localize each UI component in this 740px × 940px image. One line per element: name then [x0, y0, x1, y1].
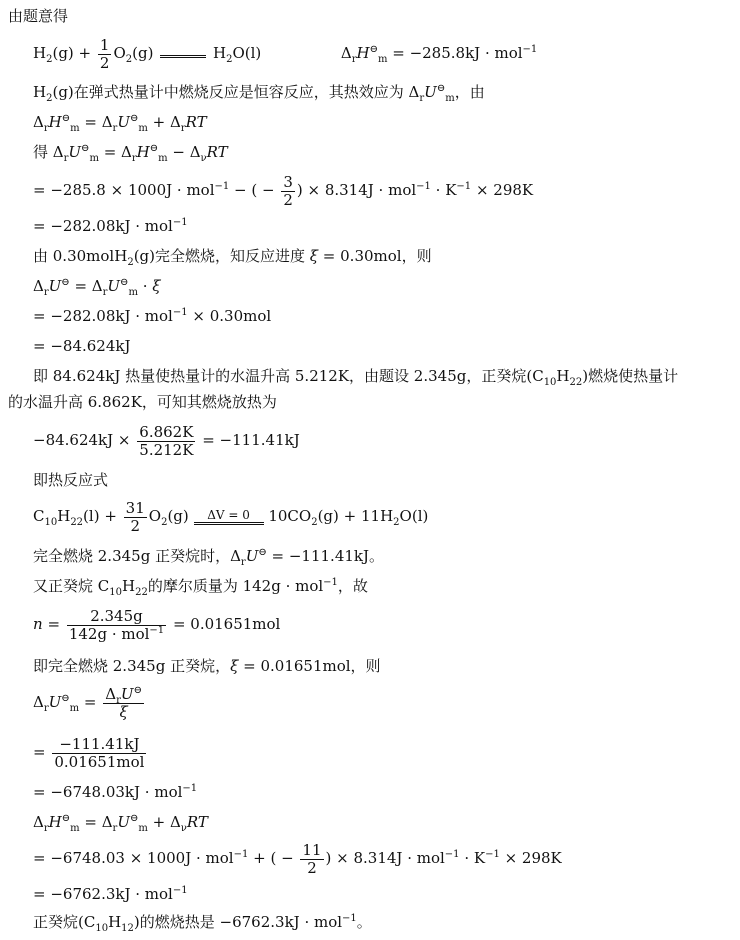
equilibrium-sign — [160, 51, 206, 58]
text-complete-combustion: 完全燃烧 2.345g 正癸烷时，$\Delta_rU^⊖ = -111.41kJ$。 — [33, 547, 385, 568]
equation-numeric-ratio: = $\frac{-111.41kJ}{\text{0.01651mol}}$ — [33, 734, 145, 771]
equation-moles: n = $\frac{2.345g}{142g \cdot mol^{-1}}$ = 0.01651mol — [33, 606, 281, 643]
fraction-du-over-xi: $\frac{\Delta_rU^⊖}{\xi}$ — [105, 684, 142, 721]
equation-calc-1: = −285.8 × 1000J · mol$^{-1}$ − ( − $\frac{3}{2}$ ) × $8.314J \cdot mol^{-1} \cdot K^{-1} \times 298K$ — [33, 172, 534, 209]
equation-result-2: = −84.624kJ — [33, 337, 131, 355]
paragraph-line-1: 即 84.624kJ 热量使热量计的水温升高 5.212K，由题设 2.345g，正癸烷$(C_{10}H_{22})$燃烧使热量计 — [33, 367, 679, 388]
reaction-decane-combustion: $C_{10}H_{22}(l)$ + $\frac{31}{2}$ $O_2(g)$ ΔV = 0 $10CO_2(g) + 11H_2O(l)$ — [33, 498, 429, 535]
equation-molar-du: $\Delta_rU^⊖_m$ = $\frac{\Delta_rU^⊖}{\xi}$ — [33, 684, 142, 721]
equation-du-xi: $\Delta_rU^⊖ = \Delta_rU^⊖_m \cdot \xi$ — [33, 277, 161, 298]
fraction-temperature-ratio: $\frac{6.862K}{5.212K}$ — [139, 422, 194, 459]
text-molar-mass: 又正癸烷 $C_{10}H_{22}$的摩尔质量为 142g · mol$^{-1}$，故 — [33, 577, 368, 598]
text-reaction-extent: 由 0.30molH$_2$(g)完全燃烧，知反应进度 ξ = 0.30mol，则 — [33, 247, 432, 268]
equation-result-4: = −6762.3kJ · mol$^{-1}$ — [33, 885, 188, 903]
paragraph-line-2: 的水温升高 6.862K，可知其燃烧放热为 — [8, 393, 277, 411]
text-conclusion: 正癸烷$(C_{10}H_{12})$的燃烧热是 −6762.3kJ · mol$^{-1}$。 — [33, 913, 372, 934]
equation-calc-2: = −282.08kJ · mol$^{-1}$ × 0.30mol — [33, 307, 272, 325]
reaction-arrow-constant-volume: ΔV = 0 — [194, 509, 264, 525]
fraction-half: $\frac{1}{2}$ — [99, 35, 110, 72]
text-extent-decane: 即完全燃烧 2.345g 正癸烷，ξ = 0.01651mol，则 — [33, 657, 381, 675]
text-constant-volume: $H_2(g)$在弹式热量计中燃烧反应是恒容反应，其热效应为 $\Delta_rU^⊖_m$，由 — [33, 83, 485, 104]
fraction-energy-over-moles: $\frac{-111.41kJ}{\text{0.01651mol}}$ — [54, 734, 145, 771]
text-thermo-equation: 即热反应式 — [33, 471, 109, 489]
equation-calc-3: = −6748.03 × 1000J · mol$^{-1}$ + ( − $\frac{11}{2}$ ) × $8.314J \cdot mol^{-1} \cdot K^{-1} \times 298K$ — [33, 840, 562, 877]
fraction-moles: $\frac{2.345g}{142g \cdot mol^{-1}}$ — [68, 606, 165, 643]
header-text: 由题意得 — [8, 7, 69, 25]
equation-result-1: = −282.08kJ · mol$^{-1}$ — [33, 217, 188, 235]
fraction-three-halves: $\frac{3}{2}$ — [283, 172, 293, 209]
equation-result-3: = −6748.03kJ · mol$^{-1}$ — [33, 783, 198, 801]
equation-heat-release: −84.624kJ × $\frac{6.862K}{5.212K}$ = −111.41kJ — [33, 422, 300, 459]
fraction-31-2: $\frac{31}{2}$ — [125, 498, 145, 535]
equation-dh-du: $\Delta_rH^⊖_m = \Delta_rU^⊖_m + \Delta_rRT$ — [33, 113, 207, 134]
reaction-h2-combustion: $H_2(g)$ + $\frac{1}{2}$ $O_2(g)$ $H_2O(l) \Delta_rH^⊖_m = -285.8kJ \cdot mol^{-1}$ — [33, 35, 538, 72]
fraction-11-2: $\frac{11}{2}$ — [302, 840, 322, 877]
equation-du-dh: 得 $\Delta_rU^⊖_m = \Delta_rH^⊖_m - \Delta_\nu RT$ — [33, 143, 228, 164]
equation-dh-du-2: $\Delta_rH^⊖_m = \Delta_rU^⊖_m + \Delta_\nu RT$ — [33, 813, 208, 834]
